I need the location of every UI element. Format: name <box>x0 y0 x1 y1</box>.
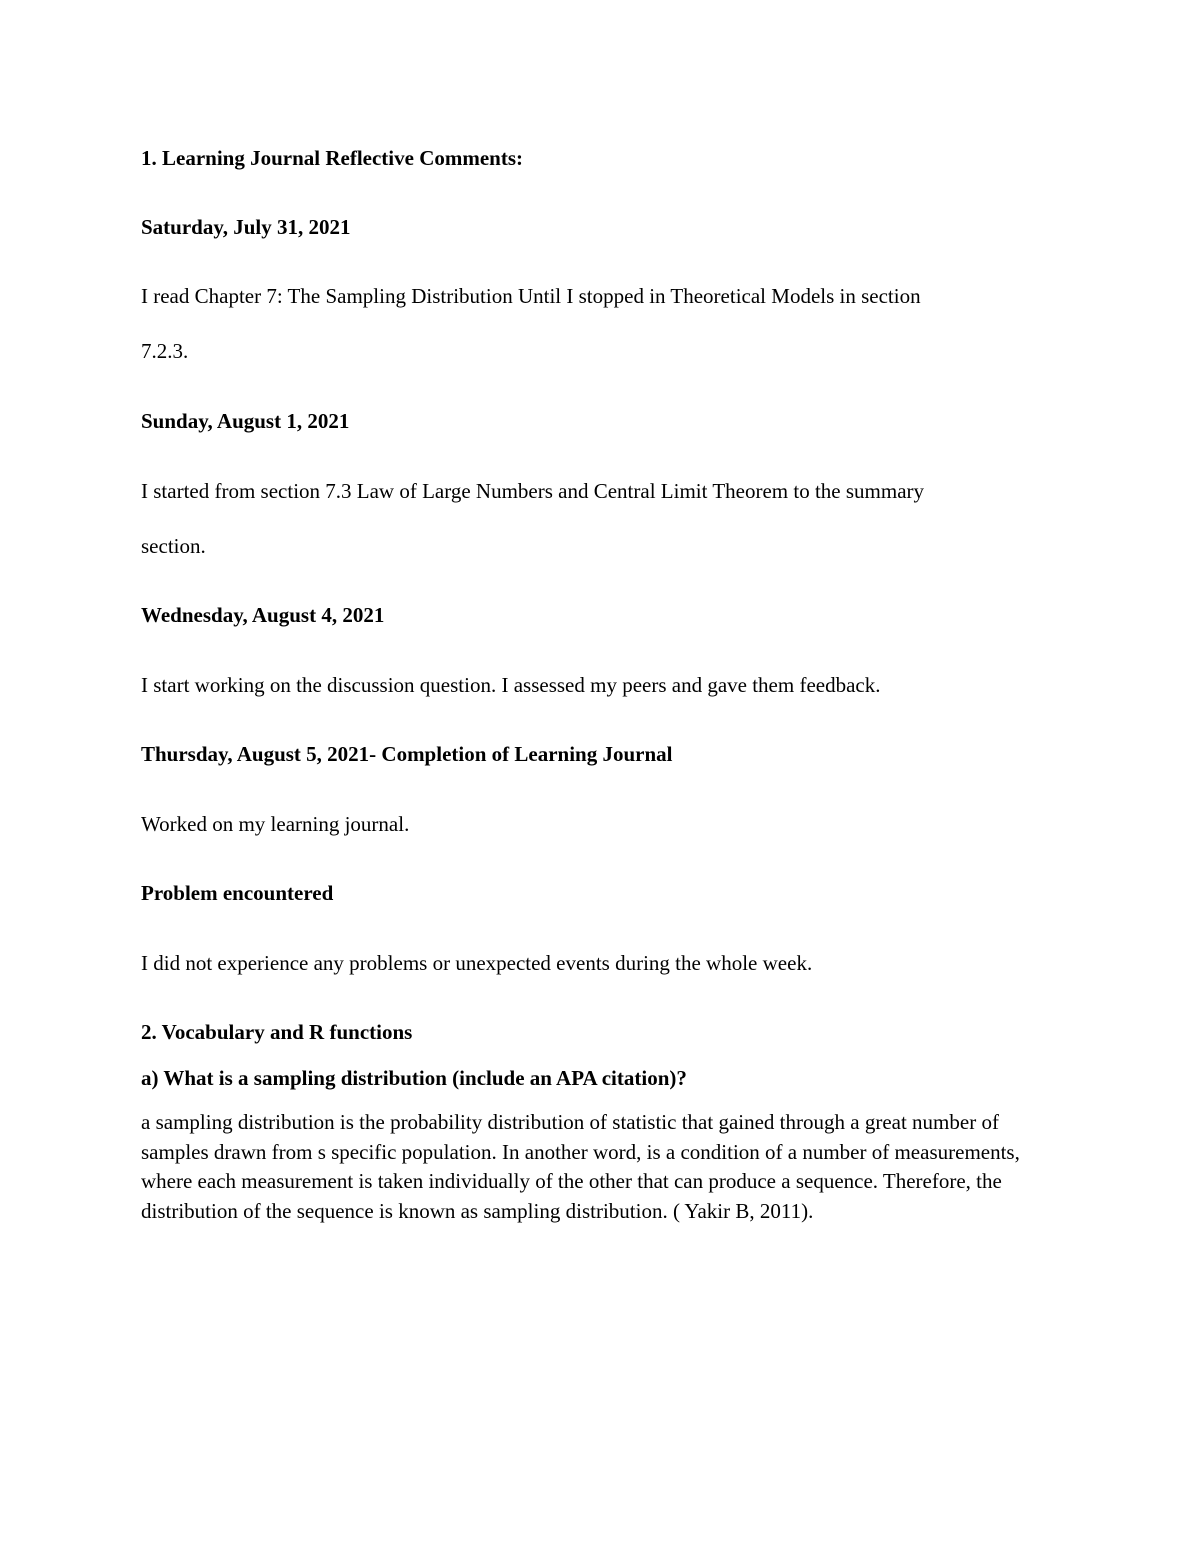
entry-date-saturday: Saturday, July 31, 2021 <box>141 215 351 239</box>
entry-text-thursday: Worked on my learning journal. <box>141 812 410 836</box>
entry-text-saturday-line2: 7.2.3. <box>141 339 189 363</box>
entry-text-sunday-line1: I started from section 7.3 Law of Large Numbers and Central Limit Theorem to the summary <box>141 479 925 503</box>
entry-date-thursday: Thursday, August 5, 2021- Completion of Learning Journal <box>141 742 673 766</box>
entry-text-sunday-line2: section. <box>141 534 206 558</box>
problem-heading: Problem encountered <box>141 881 334 905</box>
entry-text-wednesday: I start working on the discussion question. I assessed my peers and gave them feedback. <box>141 673 881 697</box>
answer-a-paragraph: a sampling distribution is the probability distribution of statistic that gained through a great number of samples drawn from s specific population. In another word, is a condition of a number of measurements, where each measurement is taken individually of the other that can produce a sequence. Therefore, the distribution of the sequence is known as sampling distribution. ( Yakir B, 2011). <box>141 1110 1020 1223</box>
section-1-heading: 1. Learning Journal Reflective Comments: <box>141 146 524 170</box>
entry-date-sunday: Sunday, August 1, 2021 <box>141 409 350 433</box>
entry-text-saturday-line1: I read Chapter 7: The Sampling Distribution Until I stopped in Theoretical Models in section <box>141 284 921 308</box>
entry-date-wednesday: Wednesday, August 4, 2021 <box>141 603 385 627</box>
question-a-heading: a) What is a sampling distribution (include an APA citation)? <box>141 1066 687 1090</box>
section-2-heading: 2. Vocabulary and R functions <box>141 1020 413 1044</box>
problem-text: I did not experience any problems or unexpected events during the whole week. <box>141 951 813 975</box>
